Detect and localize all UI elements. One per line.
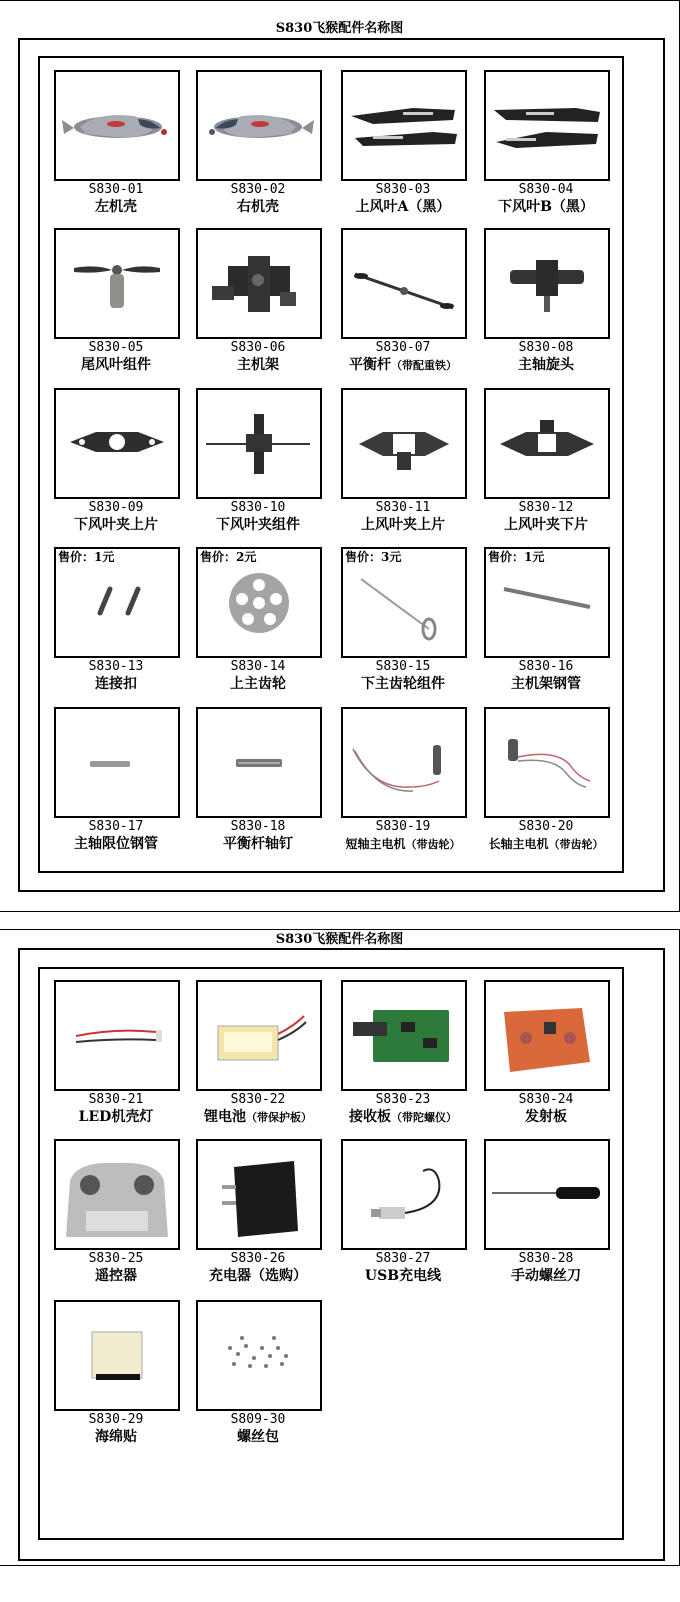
part-price: 售价：2元: [200, 550, 257, 564]
part-photo: [196, 1300, 322, 1411]
part-code: S830-29: [88, 1412, 144, 1427]
part-name: [472, 199, 620, 216]
part-code: S830-27: [375, 1251, 431, 1266]
part-name: [184, 1429, 332, 1446]
part-code: S830-24: [518, 1092, 574, 1107]
part-name-text: LED机壳灯: [78, 1109, 154, 1125]
part-name: [42, 357, 190, 374]
part-code: S830-16: [518, 659, 574, 674]
part-name-text: 主机架: [237, 357, 279, 373]
part-name: [184, 1109, 332, 1126]
part-code: S830-17: [88, 819, 144, 834]
part-code: S809-30: [230, 1412, 286, 1427]
long-shaft-motor-icon: [486, 709, 608, 816]
upper-blade-a-icon: [343, 72, 465, 179]
part-name-text: 尾风叶组件: [81, 357, 151, 373]
lower-blade-grip-upper-icon: [56, 390, 178, 497]
part-photo: [484, 1139, 610, 1250]
remote-control-icon: [56, 1141, 178, 1248]
part-name-text: 平衡杆: [349, 357, 391, 373]
sponge-pad-icon: [56, 1302, 178, 1409]
part-price: 售价：1元: [58, 550, 115, 564]
part-name: [472, 357, 620, 374]
screw-pack-icon: [198, 1302, 320, 1409]
part-code: S830-15: [375, 659, 431, 674]
part-photo: [54, 388, 180, 499]
part-price: 售价：3元: [345, 550, 402, 564]
part-name-text: 充电器（选购）: [209, 1268, 307, 1284]
lithium-battery-icon: [198, 982, 320, 1089]
part-photo: [484, 388, 610, 499]
part-name: [329, 357, 477, 374]
part-name: [42, 1429, 190, 1446]
receiver-board-icon: [343, 982, 465, 1089]
part-code: S830-28: [518, 1251, 574, 1266]
part-code: S830-21: [88, 1092, 144, 1107]
part-code: S830-10: [230, 500, 286, 515]
part-name-text: 上风叶夹上片: [361, 517, 445, 533]
part-photo: [54, 707, 180, 818]
part-code: S830-22: [230, 1092, 286, 1107]
part-code: S830-25: [88, 1251, 144, 1266]
part-code: S830-23: [375, 1092, 431, 1107]
part-code: S830-02: [230, 182, 286, 197]
part-name-note: （带齿轮）: [405, 838, 461, 851]
part-name-text: 上风叶A（黑）: [355, 199, 451, 215]
part-code: S830-13: [88, 659, 144, 674]
part-photo: [341, 547, 467, 658]
part-name-note: （带陀螺仪）: [391, 1111, 457, 1124]
part-code: S830-12: [518, 500, 574, 515]
part-name: [42, 1109, 190, 1126]
part-name-text: 上风叶夹下片: [504, 517, 588, 533]
part-code: S830-08: [518, 340, 574, 355]
part-name: [472, 1109, 620, 1126]
part-photo: [196, 980, 322, 1091]
part-photo: [196, 388, 322, 499]
part-name-note: （带保护板）: [246, 1111, 312, 1124]
part-name-text: 下风叶夹上片: [74, 517, 158, 533]
part-photo: [484, 707, 610, 818]
part-code: S830-04: [518, 182, 574, 197]
part-photo: [341, 70, 467, 181]
frame-steel-tube-icon: [486, 549, 608, 656]
part-photo: [196, 547, 322, 658]
led-light-icon: [56, 982, 178, 1089]
part-name: [184, 1268, 332, 1285]
part-name: [472, 517, 620, 534]
short-shaft-motor-icon: [343, 709, 465, 816]
part-name-text: 主机架钢管: [511, 676, 581, 692]
part-name-note: （带配重铁）: [391, 359, 457, 372]
part-name-text: 下风叶B（黑）: [498, 199, 594, 215]
part-name-text: 遥控器: [95, 1268, 137, 1284]
part-code: S830-18: [230, 819, 286, 834]
sheet-title: S830飞猴配件名称图: [275, 932, 404, 947]
part-name-text: 手动螺丝刀: [511, 1268, 581, 1284]
part-name-text: 平衡杆轴钉: [223, 836, 293, 852]
part-name: [184, 676, 332, 693]
helicopter-right-shell-icon: [198, 72, 320, 179]
balance-bar-icon: [343, 230, 465, 337]
part-photo: [341, 980, 467, 1091]
part-name: [184, 517, 332, 534]
part-name: [329, 1109, 477, 1126]
part-name: [42, 676, 190, 693]
part-name-text: 螺丝包: [237, 1429, 279, 1445]
transmitter-board-icon: [486, 982, 608, 1089]
part-code: S830-14: [230, 659, 286, 674]
part-photo: [484, 228, 610, 339]
part-name-text: 下风叶夹组件: [216, 517, 300, 533]
lower-blade-b-icon: [486, 72, 608, 179]
part-photo: [54, 1300, 180, 1411]
part-photo: [341, 388, 467, 499]
part-name-text: 左机壳: [95, 199, 137, 215]
part-photo: [196, 70, 322, 181]
upper-blade-grip-upper-icon: [343, 390, 465, 497]
part-name: [329, 199, 477, 216]
part-photo: [54, 980, 180, 1091]
rotor-head-icon: [486, 230, 608, 337]
part-name: [42, 1268, 190, 1285]
usb-cable-icon: [343, 1141, 465, 1248]
part-name: [42, 517, 190, 534]
part-name: [42, 836, 190, 853]
part-code: S830-05: [88, 340, 144, 355]
part-name-text: 连接扣: [95, 676, 137, 692]
upper-blade-grip-lower-icon: [486, 390, 608, 497]
link-clip-icon: [56, 549, 178, 656]
charger-icon: [198, 1141, 320, 1248]
part-name-text: 下主齿轮组件: [361, 676, 445, 692]
part-code: S830-20: [518, 819, 574, 834]
tail-rotor-icon: [56, 230, 178, 337]
part-photo: [196, 707, 322, 818]
part-photo: [54, 70, 180, 181]
part-code: S830-01: [88, 182, 144, 197]
main-frame-icon: [198, 230, 320, 337]
part-name: [472, 836, 620, 853]
part-name: [184, 836, 332, 853]
part-photo: [341, 1139, 467, 1250]
part-name: [329, 836, 477, 853]
part-name: [472, 676, 620, 693]
part-code: S830-26: [230, 1251, 286, 1266]
part-name: [184, 357, 332, 374]
part-name-text: 主轴旋头: [518, 357, 574, 373]
part-name-text: 长轴主电机: [488, 837, 549, 851]
screwdriver-icon: [486, 1141, 608, 1248]
shaft-stop-tube-icon: [56, 709, 178, 816]
part-photo: [196, 228, 322, 339]
part-photo: [484, 980, 610, 1091]
part-photo: [341, 228, 467, 339]
part-name-text: 右机壳: [237, 199, 279, 215]
part-name: [329, 676, 477, 693]
lower-blade-grip-assembly-icon: [198, 390, 320, 497]
part-name: [184, 199, 332, 216]
part-code: S830-09: [88, 500, 144, 515]
part-price: 售价：1元: [488, 550, 545, 564]
sheet-title: S830飞猴配件名称图: [275, 21, 404, 36]
part-photo: [341, 707, 467, 818]
part-name-text: USB充电线: [364, 1268, 442, 1284]
part-name: [42, 199, 190, 216]
part-photo: [54, 547, 180, 658]
part-name-text: 海绵贴: [95, 1429, 137, 1445]
part-code: S830-19: [375, 819, 431, 834]
part-code: S830-06: [230, 340, 286, 355]
part-photo: [54, 1139, 180, 1250]
part-code: S830-07: [375, 340, 431, 355]
balance-bar-pin-icon: [198, 709, 320, 816]
helicopter-left-shell-icon: [56, 72, 178, 179]
part-photo: [484, 70, 610, 181]
part-name: [329, 1268, 477, 1285]
part-name: [329, 517, 477, 534]
part-name-text: 锂电池: [204, 1109, 246, 1125]
part-name-text: 接收板: [349, 1109, 391, 1125]
part-code: S830-03: [375, 182, 431, 197]
part-name-text: 短轴主电机: [345, 837, 406, 851]
part-name-text: 发射板: [525, 1109, 567, 1125]
part-photo: [484, 547, 610, 658]
part-name-note: （带齿轮）: [548, 838, 604, 851]
part-photo: [196, 1139, 322, 1250]
part-name-text: 主轴限位钢管: [74, 836, 158, 852]
part-code: S830-11: [375, 500, 431, 515]
part-photo: [54, 228, 180, 339]
lower-gear-assembly-icon: [343, 549, 465, 656]
main-gear-icon: [198, 549, 320, 656]
part-name-text: 上主齿轮: [230, 676, 286, 692]
part-name: [472, 1268, 620, 1285]
